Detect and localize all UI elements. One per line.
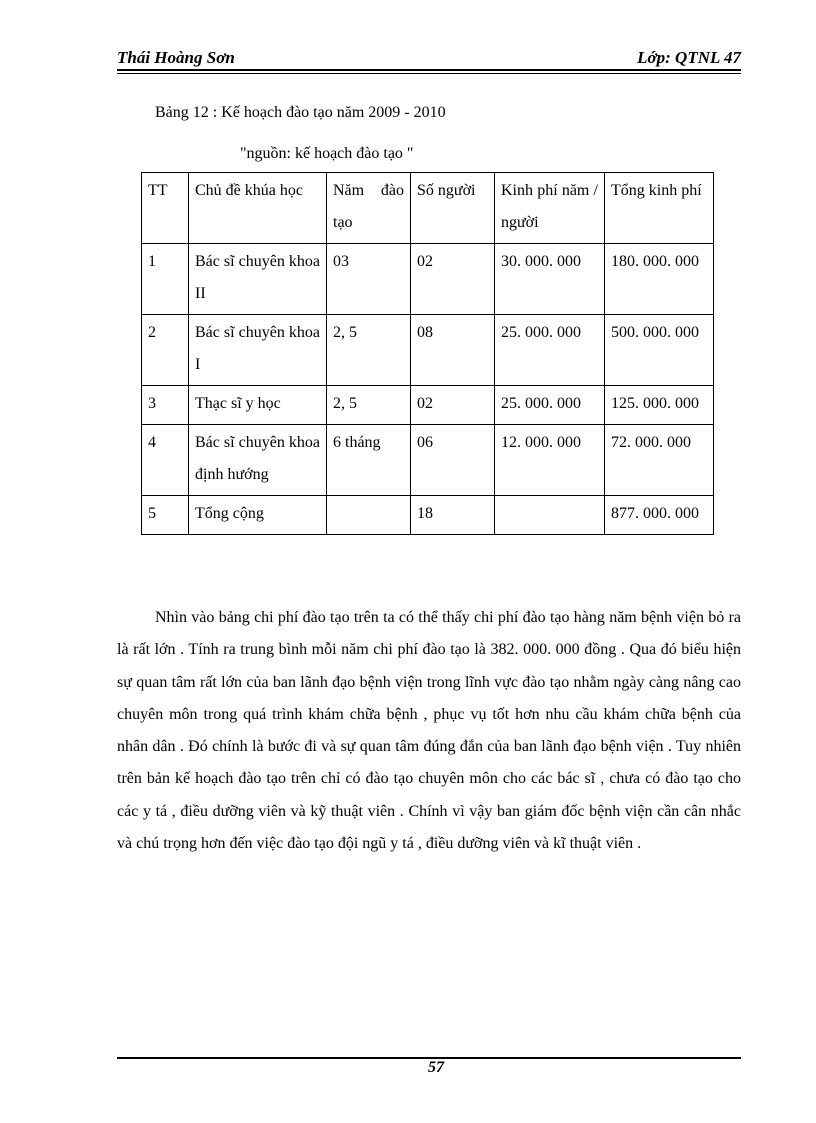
table-cell: 25. 000. 000	[495, 386, 605, 425]
table-cell: 06	[411, 425, 495, 496]
header-rule-thick	[117, 69, 741, 71]
table-header-cell: Tổng kinh phí	[605, 173, 714, 244]
table-cell	[327, 496, 411, 535]
table-cell: 4	[142, 425, 189, 496]
header-class: Lớp: QTNL 47	[637, 48, 741, 67]
table-cell: 25. 000. 000	[495, 315, 605, 386]
table-header-cell: Kinh phí năm / người	[495, 173, 605, 244]
table-cell: 2, 5	[327, 315, 411, 386]
page-number: 57	[428, 1059, 444, 1076]
table-cell: 1	[142, 244, 189, 315]
table-row	[142, 496, 714, 535]
table-cell: 5	[142, 496, 189, 535]
header-rule-thin	[117, 73, 741, 74]
table-cell: Tổng cộng	[189, 496, 327, 535]
table-cell: 30. 000. 000	[495, 244, 605, 315]
table-cell: 03	[327, 244, 411, 315]
table-cell: 02	[411, 244, 495, 315]
table-cell: 3	[142, 386, 189, 425]
table-cell: 877. 000. 000	[605, 496, 714, 535]
table-source: "nguồn: kế hoạch đào tạo "	[240, 145, 414, 162]
table-row	[142, 386, 714, 425]
table-header-cell: Số người	[411, 173, 495, 244]
table-cell: 180. 000. 000	[605, 244, 714, 315]
table-cell: 2, 5	[327, 386, 411, 425]
table-cell: 02	[411, 386, 495, 425]
table-cell: 72. 000. 000	[605, 425, 714, 496]
table-cell: Bác sĩ chuyên khoa II	[189, 244, 327, 315]
table-cell: 18	[411, 496, 495, 535]
table-cell: 500. 000. 000	[605, 315, 714, 386]
table-cell: Bác sĩ chuyên khoa I	[189, 315, 327, 386]
table-cell: 125. 000. 000	[605, 386, 714, 425]
table-header-cell: TT	[142, 173, 189, 244]
table-caption: Bảng 12 : Kế hoạch đào tạo năm 2009 - 2010	[155, 104, 446, 121]
training-plan-table	[141, 172, 714, 535]
table-cell: Thạc sĩ y học	[189, 386, 327, 425]
table-cell	[495, 496, 605, 535]
table-row	[142, 244, 714, 315]
table-cell: 2	[142, 315, 189, 386]
table-header-row	[142, 173, 714, 244]
table-row	[142, 315, 714, 386]
table-cell: 08	[411, 315, 495, 386]
body-paragraph: Nhìn vào bảng chi phí đào tạo trên ta có thể thấy chi phí đào tạo hàng năm bệnh viện bỏ ra là rất lớn . Tính ra trung bình mỗi năm chi phí đào tạo là 382. 000. 000 đồng . Qua đó biểu hiện sự quan tâm rất lớn của ban lãnh đạo bệnh viện trong lĩnh vực đào tạo nhằm ngày càng nâng cao chuyên môn trong quá trình khám chữa bệnh , phục vụ tốt hơn nhu cầu khám chữa bệnh của nhân dân . Đó chính là bước đi và sự quan tâm đúng đắn của ban lãnh đạo bệnh viện . Tuy nhiên trên bản kế hoạch đào tạo trên chỉ có đào tạo chuyên môn cho các bác sĩ , chưa có đào tạo cho các y tá , điều dưỡng viên và kỹ thuật viên . Chính vì vậy ban giám đốc bệnh viện cần cân nhắc và chú trọng hơn đến việc đào tạo đội ngũ y tá , điều dưỡng viên và kĩ thuật viên .	[117, 609, 741, 853]
table-header-cell: Năm đào tạo	[327, 173, 411, 244]
page-header	[117, 48, 741, 68]
table-cell: Bác sĩ chuyên khoa định hướng	[189, 425, 327, 496]
table-cell: 6 tháng	[327, 425, 411, 496]
table-cell: 12. 000. 000	[495, 425, 605, 496]
header-author: Thái Hoàng Sơn	[117, 48, 235, 67]
table-header-cell: Chủ đề khúa học	[189, 173, 327, 244]
table-row	[142, 425, 714, 496]
